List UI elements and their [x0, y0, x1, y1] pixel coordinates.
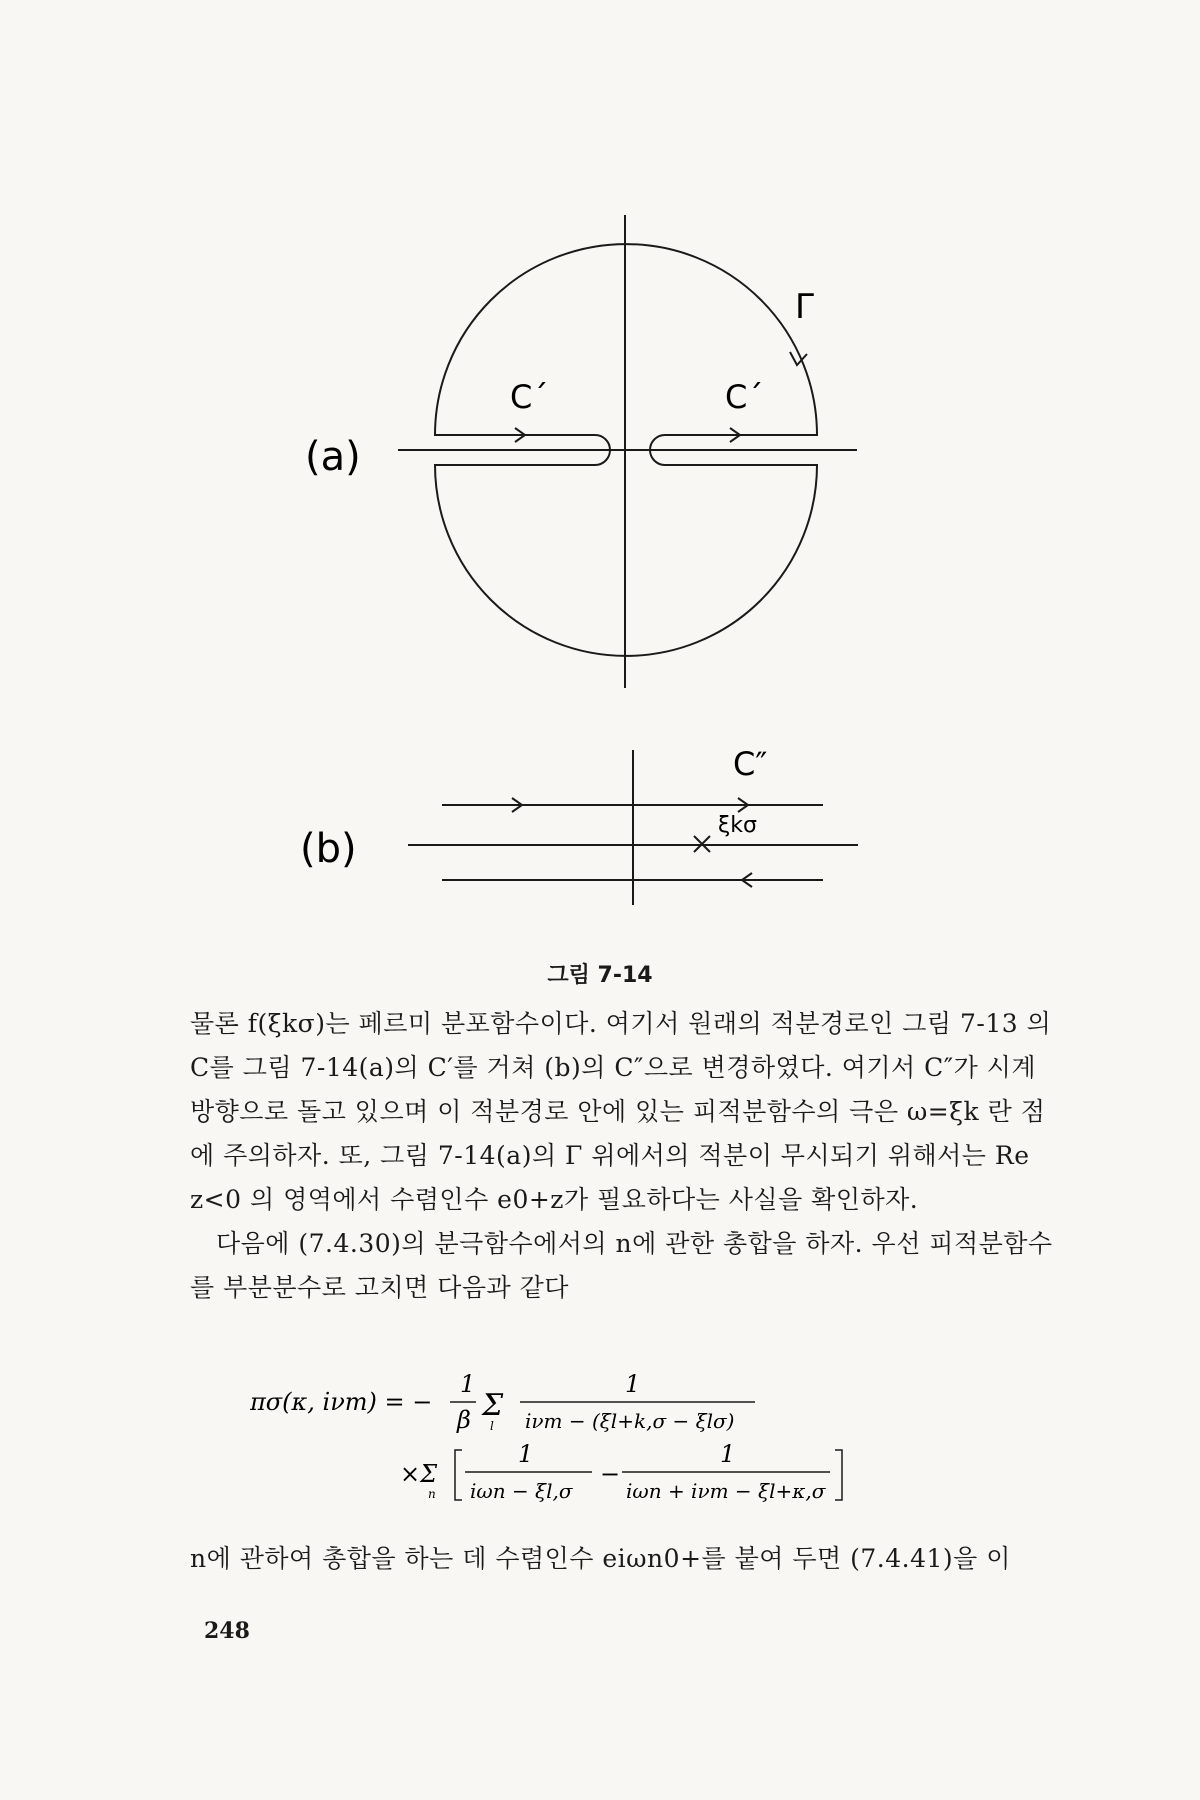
- eq-bracket-left: [455, 1450, 462, 1500]
- body-text-after-equation: [190, 1537, 1060, 1581]
- eq-one-frac1: 1: [625, 1370, 641, 1398]
- c-prime-left-label: C´: [510, 378, 549, 416]
- eq-den2: iωn − ξl,σ: [470, 1479, 573, 1503]
- body-text: [190, 1002, 1060, 1310]
- eq-one-beta: 1: [460, 1370, 476, 1398]
- eq-sum-l: Σ: [482, 1388, 504, 1423]
- paragraph-1: 물론 f(ξkσ)는 페르미 분포함수이다. 여기서 원래의 적분경로인 그림 7-13 의 C를 그림 7-14(a)의 C′를 거쳐 (b)의 C″으로 변경하였다. 여기서 C″가 시계방향으로 돌고 있으며 이 적분경로 안에 있는 피적분함수의 극은 ω=ξk 란 점에 주의하자. 또, 그림 7-14(a)의 Γ 위에서의 적분이 무시되기 위해서는 Re z<0 의 영역에서 수렴인수 e0+z가 필요하다는 사실을 확인하자.: [190, 1009, 1052, 1214]
- eq-den3: iωn + iνm − ξl+κ,σ: [626, 1479, 826, 1503]
- paragraph-2: 다음에 (7.4.30)의 분극함수에서의 n에 관한 총합을 하자. 우선 피적분함수를 부분분수로 고치면 다음과 같다: [190, 1229, 1053, 1302]
- eq-one-frac3: 1: [720, 1440, 736, 1468]
- eq-sum-l-index: l: [490, 1419, 494, 1433]
- c-prime-right-label: C´: [725, 378, 764, 416]
- eq-lhs: πσ(κ, iνm) = −: [250, 1388, 433, 1416]
- eq-sum-n-index: n: [428, 1487, 436, 1501]
- eq-minus: −: [600, 1460, 621, 1488]
- eq-bracket-right: [835, 1450, 842, 1500]
- gamma-label: Γ: [795, 287, 814, 327]
- c-double-prime-label: C″: [733, 745, 768, 783]
- eq-one-frac2: 1: [518, 1440, 534, 1468]
- panel-b-label: (b): [300, 826, 357, 872]
- panel-a-label: (a): [305, 434, 361, 480]
- eq-den1: iνm − (ξl+k,σ − ξlσ): [525, 1409, 735, 1433]
- equation: [250, 1370, 870, 1520]
- eq-beta: β: [457, 1406, 471, 1434]
- eq-times-sum: ×Σ: [400, 1460, 438, 1488]
- paragraph-3: n에 관하여 총합을 하는 데 수렴인수 eiωn0+를 붙여 두면 (7.4.41)을 이: [190, 1544, 1011, 1573]
- xi-label: ξkσ: [718, 813, 757, 838]
- figure-caption: 그림 7-14: [547, 963, 653, 988]
- page-number: 248: [204, 1618, 250, 1644]
